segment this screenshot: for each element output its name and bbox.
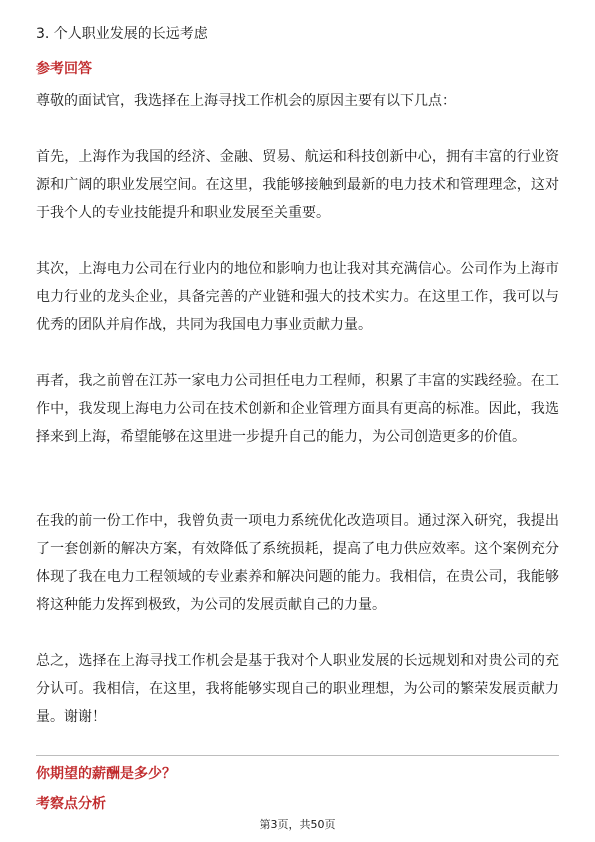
section-divider bbox=[36, 755, 559, 756]
question-title: 3. 个人职业发展的长远考虑 bbox=[36, 26, 208, 42]
answer-paragraph-case: 在我的前一份工作中，我曾负责一项电力系统优化改造项目。通过深入研究，我提出了一套创新的解决方案，有效降低了系统损耗，提高了电力供应效率。这个案例充分体现了我在电力工程领域的专业素养和解决问题的能力。我相信，在贵公司，我能够将这种能力发挥到极致，为公司的发展贡献自己的力量。 bbox=[36, 513, 559, 613]
answer-paragraph-intro: 尊敬的面试官，我选择在上海寻找工作机会的原因主要有以下几点： bbox=[36, 93, 456, 109]
analysis-label: 考察点分析 bbox=[36, 796, 106, 812]
answer-paragraph-conclusion: 总之，选择在上海寻找工作机会是基于我对个人职业发展的长远规划和对贵公司的充分认可。我相信，在这里，我将能够实现自己的职业理想，为公司的繁荣发展贡献力量。谢谢！ bbox=[36, 653, 559, 725]
answer-paragraph-second: 其次，上海电力公司在行业内的地位和影响力也让我对其充满信心。公司作为上海市电力行业的龙头企业，具备完善的产业链和强大的技术实力。在这里工作，我可以与优秀的团队并肩作战，共同为我国电力事业贡献力量。 bbox=[36, 261, 559, 333]
page-number: 第3页，共50页 bbox=[259, 818, 336, 831]
answer-paragraph-first: 首先，上海作为我国的经济、金融、贸易、航运和科技创新中心，拥有丰富的行业资源和广阔的职业发展空间。在这里，我能够接触到最新的电力技术和管理理念，这对于我个人的专业技能提升和职业发展至关重要。 bbox=[36, 149, 559, 221]
answer-paragraph-third: 再者，我之前曾在江苏一家电力公司担任电力工程师，积累了丰富的实践经验。在工作中，我发现上海电力公司在技术创新和企业管理方面具有更高的标准。因此，我选择来到上海，希望能够在这里进一步提升自己的能力，为公司创造更多的价值。 bbox=[36, 373, 559, 445]
reference-answer-label: 参考回答 bbox=[36, 61, 92, 77]
next-question-title: 你期望的薪酬是多少？ bbox=[36, 766, 176, 782]
